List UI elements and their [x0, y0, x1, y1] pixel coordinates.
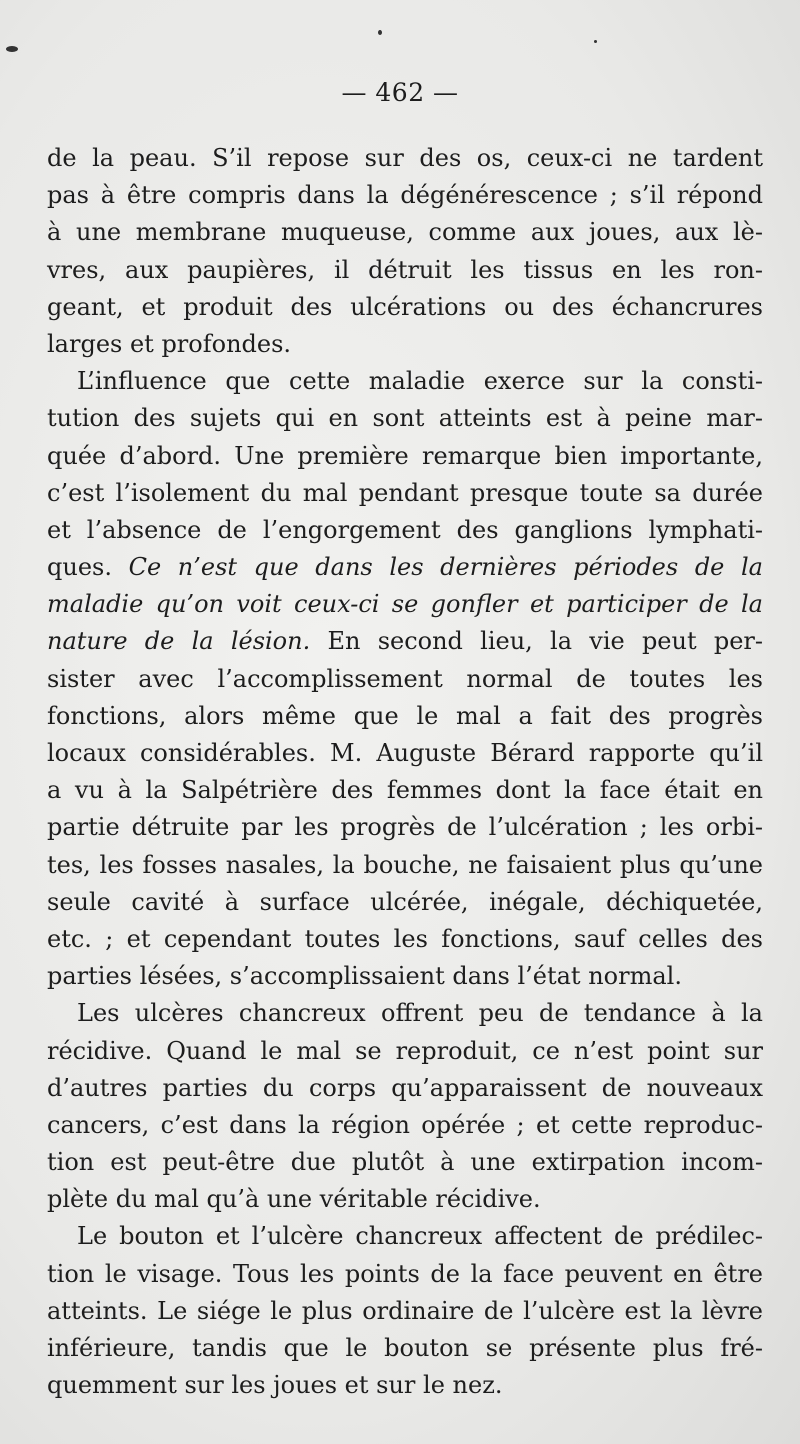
page-body-text: [47, 140, 763, 1404]
text-line: d’autres parties du corps qu’apparaissent de nouveaux: [47, 1073, 763, 1102]
text-line: c’est l’isolement du mal pendant presque toute sa durée: [47, 478, 763, 507]
text-line: nature de la lésion. En second lieu, la vie peut per-: [47, 627, 763, 656]
italic-text: Ce n’est que dans les dernières périodes de la: [128, 553, 763, 582]
page-number: — 462 —: [341, 78, 459, 107]
text-line: tution des sujets qui en sont atteints est à peine mar-: [47, 404, 763, 433]
text-line: tion est peut-être due plutôt à une extirpation incom-: [47, 1148, 763, 1177]
text-line: pas à être compris dans la dégénérescence ; s’il répond: [47, 181, 763, 210]
italic-text: maladie qu’on voit ceux-ci se gonfler et participer de la: [47, 590, 763, 619]
text-line: partie détruite par les progrès de l’ulcération ; les orbi-: [47, 813, 763, 842]
text-line: ques. Ce n’est que dans les dernières périodes de la: [47, 553, 763, 582]
text-line: de la peau. S’il repose sur des os, ceux-ci ne tardent: [47, 144, 763, 172]
text-line: seule cavité à surface ulcérée, inégale, déchiquetée,: [47, 887, 763, 916]
paragraph-first-line: Les ulcères chancreux offrent peu de tendance à la: [77, 999, 763, 1028]
paper-speck: [6, 46, 18, 52]
text-line: parties lésées, s’accomplissaient dans l’état normal.: [47, 962, 682, 991]
text-line: locaux considérables. M. Auguste Bérard rapporte qu’il: [47, 739, 763, 767]
text-line: tion le visage. Tous les points de la face peuvent en être: [47, 1259, 763, 1288]
text-line: plète du mal qu’à une véritable récidive.: [47, 1185, 541, 1214]
text-line: [47, 586, 763, 623]
paragraph-first-line: L’influence que cette maladie exerce sur la consti-: [77, 367, 763, 396]
text-line: vres, aux paupières, il détruit les tissus en les ron-: [47, 255, 763, 284]
paper-speck: [594, 40, 597, 43]
paper-speck: [378, 30, 382, 35]
text-line: geant, et produit des ulcérations ou des échancrures: [47, 292, 763, 321]
text-line: tes, les fosses nasales, la bouche, ne faisaient plus qu’une: [47, 850, 763, 879]
text-line: inférieure, tandis que le bouton se présente plus fré-: [47, 1334, 763, 1362]
text-line: récidive. Quand le mal se reproduit, ce n’est point sur: [47, 1036, 763, 1065]
text-line: larges et profondes.: [47, 329, 292, 358]
italic-text: nature de la lésion.: [47, 627, 311, 656]
text-line: fonctions, alors même que le mal a fait des progrès: [47, 701, 763, 730]
text-line: quemment sur les joues et sur le nez.: [47, 1371, 503, 1400]
text-line: etc. ; et cependant toutes les fonctions, sauf celles des: [47, 924, 763, 953]
text-line: cancers, c’est dans la région opérée ; et cette reproduc-: [47, 1110, 763, 1139]
text-line: a vu à la Salpétrière des femmes dont la face était en: [47, 776, 763, 805]
text-line: quée d’abord. Une première remarque bien importante,: [47, 441, 763, 470]
text-line: sister avec l’accomplissement normal de toutes les: [47, 664, 763, 693]
paragraph-first-line: Le bouton et l’ulcère chancreux affectent de prédilec-: [77, 1222, 763, 1251]
text-line: à une membrane muqueuse, comme aux joues, aux lè-: [47, 218, 763, 247]
text-line: atteints. Le siége le plus ordinaire de l’ulcère est la lèvre: [47, 1296, 763, 1325]
text-line: et l’absence de l’engorgement des ganglions lymphati-: [47, 515, 763, 544]
